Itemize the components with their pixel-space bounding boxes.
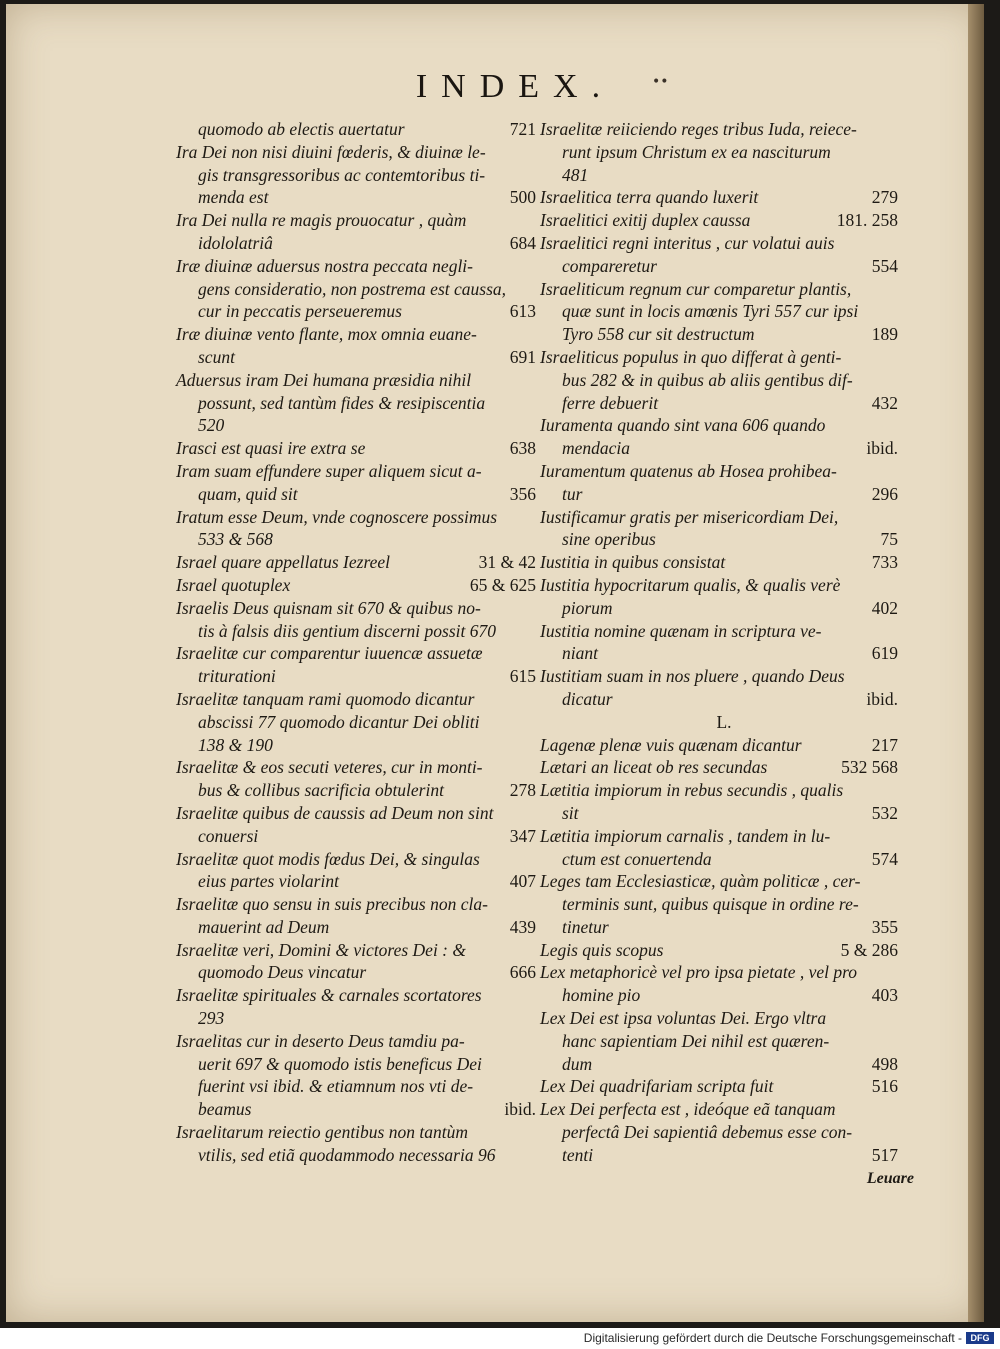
index-entry	[540, 870, 898, 938]
printer-mark: ••	[652, 74, 669, 90]
page-reference: 278	[509, 780, 536, 801]
entry-line	[176, 551, 536, 574]
page-title: INDEX.	[415, 68, 615, 105]
entry-line	[540, 278, 898, 301]
entry-line	[540, 939, 898, 962]
entry-line	[176, 1030, 536, 1053]
index-entry	[176, 141, 536, 209]
entry-line	[176, 186, 536, 209]
entry-line	[176, 734, 536, 757]
page-reference: 432	[871, 392, 898, 413]
entry-line	[176, 916, 536, 939]
entry-line	[176, 164, 536, 187]
entry-line	[540, 392, 898, 415]
page-reference: ibid.	[866, 688, 898, 709]
page-reference: 296	[871, 483, 898, 504]
page-reference: 517	[871, 1144, 898, 1165]
index-entry	[540, 209, 898, 232]
index-entry	[176, 209, 536, 255]
entry-text: 138 & 190	[198, 734, 273, 755]
entry-line	[176, 984, 536, 1007]
entry-text: tinetur	[562, 916, 609, 937]
entry-text: tenti	[562, 1144, 594, 1165]
entry-text: Israelitæ & eos secuti veteres, cur in monti-	[176, 757, 483, 778]
entry-line	[540, 1053, 898, 1076]
entry-text: ctum est conuertenda	[562, 848, 712, 869]
entry-text: quæ sunt in locis amœnis Tyri 557 cur ipsi	[562, 301, 859, 322]
entry-line	[540, 688, 898, 711]
entry-text: Israelitæ quibus de caussis ad Deum non sint	[176, 802, 494, 823]
entry-text: tur	[562, 483, 583, 504]
entry-line	[176, 779, 536, 802]
page-reference: 532 568	[841, 757, 898, 778]
entry-text: Tyro 558 cur sit destructum	[562, 324, 755, 345]
entry-text: Israelis Deus quisnam sit 670 & quibus no-	[176, 597, 481, 618]
entry-text: piorum	[562, 597, 613, 618]
entry-text: quomodo Deus vincatur	[198, 962, 367, 983]
index-entry	[540, 1098, 898, 1166]
entry-text: Legis quis scopus	[540, 939, 664, 960]
entry-text: Iram suam effundere super aliquem sicut a-	[176, 460, 482, 481]
entry-line	[540, 870, 898, 893]
entry-text: Israelitæ veri, Domini & victores Dei : &	[176, 939, 466, 960]
page-reference: 684	[509, 232, 536, 253]
entry-line	[176, 528, 536, 551]
entry-line	[176, 255, 536, 278]
entry-line	[540, 1030, 898, 1053]
entry-text: 520	[198, 415, 225, 436]
entry-line	[540, 528, 898, 551]
entry-line	[176, 118, 536, 141]
index-entry	[540, 186, 898, 209]
entry-text: Lagenæ plenæ vuis quænam dicantur	[540, 734, 802, 755]
entry-line	[540, 961, 898, 984]
entry-line	[176, 893, 536, 916]
entry-text: quam, quid sit	[198, 483, 298, 504]
entry-text: Iustitia nomine quænam in scriptura ve-	[540, 620, 822, 641]
page-reference: 516	[871, 1076, 898, 1097]
entry-text: Ira Dei nulla re magis prouocatur , quàm	[176, 210, 467, 231]
entry-text: mendacia	[562, 438, 631, 459]
funding-notice: Digitalisierung gefördert durch die Deutsche Forschungsgemeinschaft -	[583, 1331, 962, 1345]
entry-text: sit	[562, 802, 579, 823]
entry-line	[540, 620, 898, 643]
entry-line	[176, 711, 536, 734]
index-column-left	[176, 118, 536, 1167]
entry-line	[176, 802, 536, 825]
index-entry	[540, 825, 898, 871]
footer-bar	[0, 1328, 1000, 1349]
entry-text: Israeliticum regnum cur comparetur plantis,	[540, 278, 852, 299]
entry-line	[540, 756, 898, 779]
entry-line	[540, 437, 898, 460]
section-letter: L.	[716, 711, 732, 732]
entry-text: Lex Dei quadrifariam scripta fuit	[540, 1076, 774, 1097]
entry-text: Iratum esse Deum, vnde cognoscere possimus	[176, 506, 498, 527]
index-entry	[540, 118, 898, 186]
entry-line	[176, 369, 536, 392]
index-entry	[176, 1121, 536, 1167]
page-reference: 5 & 286	[840, 939, 898, 960]
index-entry	[176, 574, 536, 597]
entry-line	[176, 392, 536, 415]
entry-text: mauerint ad Deum	[198, 916, 330, 937]
entry-text: Lætari an liceat ob res secundas	[540, 757, 768, 778]
entry-line	[176, 1075, 536, 1098]
entry-line	[176, 756, 536, 779]
entry-line	[540, 848, 898, 871]
entry-text: Iræ diuinæ aduersus nostra peccata negli-	[176, 255, 473, 276]
entry-line	[176, 1144, 536, 1167]
book-spine-edge	[968, 4, 984, 1322]
entry-line	[176, 665, 536, 688]
entry-text: gens consideratio, non postrema est caussa,	[198, 278, 507, 299]
entry-text: Israelitici regni interitus , cur volatui auis	[540, 232, 835, 253]
entry-line	[540, 186, 898, 209]
entry-text: Israelitæ quot modis fœdus Dei, & singulas	[176, 848, 480, 869]
entry-line	[176, 300, 536, 323]
entry-text: Israel quotuplex	[176, 574, 291, 595]
entry-line	[540, 665, 898, 688]
entry-line	[540, 551, 898, 574]
entry-line	[176, 209, 536, 232]
entry-line	[540, 916, 898, 939]
index-entry	[540, 620, 898, 666]
page-reference: 217	[871, 734, 898, 755]
index-entry	[540, 551, 898, 574]
index-entry	[176, 255, 536, 323]
entry-text: terminis sunt, quibus quisque in ordine re-	[562, 894, 859, 915]
entry-text: Lex Dei est ipsa voluntas Dei. Ergo vltra	[540, 1008, 827, 1029]
entry-line	[540, 118, 898, 141]
index-entry	[176, 893, 536, 939]
entry-text: gis transgressoribus ac contemtoribus ti-	[198, 164, 486, 185]
index-entry	[176, 984, 536, 1030]
entry-line	[540, 141, 898, 164]
entry-text: 481	[562, 164, 589, 185]
entry-text: compareretur	[562, 255, 657, 276]
entry-text: vtilis, sed etiã quodammodo necessaria 96	[198, 1144, 496, 1165]
entry-text: Irasci est quasi ire extra se	[176, 438, 366, 459]
entry-text: Lex Dei perfecta est , ideóque eã tanquam	[540, 1099, 836, 1120]
page-reference: 31 & 42	[478, 552, 536, 573]
entry-text: Israelitarum reiectio gentibus non tantùm	[176, 1122, 468, 1143]
index-entry	[540, 1007, 898, 1075]
entry-line	[176, 278, 536, 301]
entry-line	[540, 1098, 898, 1121]
page-reference: 439	[509, 916, 536, 937]
page-reference: 532	[871, 802, 898, 823]
entry-text: Iustificamur gratis per misericordiam Dei,	[540, 506, 839, 527]
index-entry	[176, 460, 536, 506]
index-entry	[540, 779, 898, 825]
entry-line	[540, 1121, 898, 1144]
page-reference: 638	[509, 438, 536, 459]
entry-text: abscissi 77 quomodo dicantur Dei obliti	[198, 711, 480, 732]
page-reference: 355	[871, 916, 898, 937]
entry-text: Israel quare appellatus Iezreel	[176, 552, 391, 573]
page-reference: 181. 258	[836, 210, 898, 231]
entry-line	[540, 346, 898, 369]
page-reference: 615	[509, 666, 536, 687]
entry-line	[176, 483, 536, 506]
entry-line	[176, 460, 536, 483]
page-reference: 613	[509, 301, 536, 322]
page-reference: 75	[880, 529, 898, 550]
page-reference: 65 & 625	[469, 574, 536, 595]
page-reference: 189	[871, 324, 898, 345]
entry-text: triturationi	[198, 666, 276, 687]
entry-text: possunt, sed tantùm fides & resipiscentia	[198, 392, 486, 413]
entry-line	[176, 688, 536, 711]
entry-text: fuerint vsi ibid. & etiamnum nos vti de-	[198, 1076, 474, 1097]
entry-text: eius partes violarint	[198, 871, 339, 892]
index-entry	[540, 414, 898, 460]
entry-line	[540, 209, 898, 232]
index-entry	[176, 437, 536, 460]
entry-text: Iuramenta quando sint vana 606 quando	[540, 415, 826, 436]
entry-line	[540, 164, 898, 187]
entry-line	[540, 734, 898, 757]
entry-line	[176, 506, 536, 529]
entry-text: menda est	[198, 187, 269, 208]
entry-line	[176, 437, 536, 460]
entry-text: Israelitæ tanquam rami quomodo dicantur	[176, 688, 475, 709]
page-reference: 498	[871, 1053, 898, 1074]
page-reference: ibid.	[504, 1099, 536, 1120]
index-entry	[540, 278, 898, 346]
index-entry	[540, 961, 898, 1007]
entry-line	[176, 1121, 536, 1144]
entry-line	[176, 414, 536, 437]
entry-line	[176, 961, 536, 984]
entry-line	[540, 1075, 898, 1098]
entry-text: 533 & 568	[198, 529, 273, 550]
index-entry	[176, 597, 536, 643]
entry-text: 293	[198, 1008, 225, 1029]
entry-text: conuersi	[198, 825, 259, 846]
entry-line	[176, 232, 536, 255]
entry-line	[540, 255, 898, 278]
entry-line	[176, 1007, 536, 1030]
entry-line	[176, 597, 536, 620]
index-entry	[540, 939, 898, 962]
entry-text: quomodo ab electis auertatur	[198, 119, 405, 139]
entry-line	[540, 574, 898, 597]
entry-text: Israelitæ spirituales & carnales scortatores	[176, 985, 482, 1006]
index-entry	[176, 118, 536, 141]
index-entry	[176, 688, 536, 756]
index-entry	[176, 848, 536, 894]
index-entry	[540, 460, 898, 506]
entry-text: Lætitia impiorum in rebus secundis , qualis	[540, 780, 844, 801]
entry-text: uerit 697 & quomodo istis beneficus Dei	[198, 1053, 482, 1074]
entry-line	[176, 323, 536, 346]
page-reference: 407	[509, 871, 536, 892]
index-entry	[540, 574, 898, 620]
entry-line	[540, 1007, 898, 1030]
page-reference: 356	[509, 483, 536, 504]
entry-text: hanc sapientiam Dei nihil est quæren-	[562, 1030, 830, 1051]
entry-text: Ira Dei non nisi diuini fœderis, & diuinæ le-	[176, 141, 486, 162]
entry-text: homine pio	[562, 985, 641, 1006]
entry-line	[540, 414, 898, 437]
index-entry	[176, 506, 536, 552]
index-entry	[540, 346, 898, 414]
index-entry	[540, 232, 898, 278]
entry-line	[540, 460, 898, 483]
entry-line	[540, 984, 898, 1007]
entry-text: Israelitæ reiiciendo reges tribus Iuda, reiece-	[540, 119, 857, 139]
index-entry	[176, 369, 536, 437]
entry-line	[176, 346, 536, 369]
entry-line	[540, 323, 898, 346]
entry-text: Israelitica terra quando luxerit	[540, 187, 759, 208]
index-entry	[176, 802, 536, 848]
page-reference: 279	[871, 187, 898, 208]
entry-text: Iustitia hypocritarum qualis, & qualis verè	[540, 574, 841, 595]
entry-line	[540, 779, 898, 802]
index-entry	[176, 939, 536, 985]
page-reference: ibid.	[866, 438, 898, 459]
entry-text: bus & collibus sacrificia obtulerint	[198, 780, 444, 801]
entry-line	[540, 232, 898, 255]
index-entry	[540, 756, 898, 779]
entry-text: runt ipsum Christum ex ea nasciturum	[562, 141, 831, 162]
page-reference: 619	[871, 643, 898, 664]
index-entry	[176, 323, 536, 369]
page-reference: 574	[871, 848, 898, 869]
entry-text: Israelitici exitij duplex caussa	[540, 210, 751, 231]
entry-text: Iuramentum quatenus ab Hosea prohibea-	[540, 460, 837, 481]
index-entry	[540, 665, 898, 711]
entry-line	[540, 893, 898, 916]
entry-text: beamus	[198, 1099, 252, 1120]
entry-text: tis à falsis diis gentium discerni possit 670	[198, 620, 497, 641]
entry-text: bus 282 & in quibus ab aliis gentibus dif-	[562, 369, 853, 390]
entry-line	[540, 642, 898, 665]
entry-text: dicatur	[562, 688, 613, 709]
entry-line	[176, 825, 536, 848]
entry-line	[540, 825, 898, 848]
entry-text: Leges tam Ecclesiasticæ, quàm politicæ , cer-	[540, 871, 861, 892]
page-reference: 691	[509, 346, 536, 367]
entry-line	[540, 300, 898, 323]
entry-text: cur in peccatis perseueremus	[198, 301, 402, 322]
entry-text: niant	[562, 643, 598, 664]
entry-text: sine operibus	[562, 529, 656, 550]
entry-text: Israelitæ cur comparentur iuuencæ assuetæ	[176, 643, 483, 664]
index-entry	[176, 1030, 536, 1121]
index-entry	[176, 642, 536, 688]
entry-line	[176, 642, 536, 665]
entry-text: Iustitia in quibus consistat	[540, 552, 726, 573]
entry-text: Israeliticus populus in quo differat à genti-	[540, 346, 842, 367]
page-reference: 403	[871, 985, 898, 1006]
entry-line	[540, 597, 898, 620]
entry-line	[176, 574, 536, 597]
dfg-logo: DFG	[966, 1332, 994, 1344]
entry-text: ferre debuerit	[562, 392, 659, 413]
entry-text: perfectâ Dei sapientiâ debemus esse con-	[562, 1122, 853, 1143]
entry-line	[540, 1144, 898, 1167]
entry-text: Israelitas cur in deserto Deus tamdiu pa-	[176, 1030, 465, 1051]
entry-line	[176, 939, 536, 962]
entry-line	[540, 369, 898, 392]
entry-line	[176, 1053, 536, 1076]
entry-text: Iustitiam suam in nos pluere , quando Deus	[540, 666, 845, 687]
entry-line	[176, 620, 536, 643]
index-column-right	[540, 118, 898, 1167]
entry-line	[176, 141, 536, 164]
catchword: Leuare	[866, 1170, 914, 1187]
entry-line	[540, 506, 898, 529]
page-reference: 666	[509, 962, 536, 983]
entry-line	[540, 802, 898, 825]
page-reference: 500	[509, 187, 536, 208]
entry-text: idololatriâ	[198, 232, 273, 253]
entry-text: Lætitia impiorum carnalis , tandem in lu-	[540, 825, 831, 846]
entry-text: Lex metaphoricè vel pro ipsa pietate , vel pro	[540, 962, 858, 983]
entry-text: Israelitæ quo sensu in suis precibus non cla-	[176, 894, 488, 915]
index-entry	[540, 734, 898, 757]
entry-line	[176, 848, 536, 871]
page-reference: 402	[871, 597, 898, 618]
entry-text: dum	[562, 1053, 593, 1074]
entry-line	[176, 870, 536, 893]
entry-text: scunt	[198, 346, 235, 367]
index-entry	[176, 756, 536, 802]
page-reference: 721	[509, 119, 536, 139]
entry-line	[540, 483, 898, 506]
page-reference: 347	[509, 825, 536, 846]
entry-line	[176, 1098, 536, 1121]
entry-text: Aduersus iram Dei humana præsidia nihil	[176, 369, 472, 390]
index-entry	[540, 1075, 898, 1098]
index-entry	[540, 506, 898, 552]
page-reference: 554	[871, 255, 898, 276]
page-reference: 733	[871, 552, 898, 573]
index-entry	[176, 551, 536, 574]
entry-text: Iræ diuinæ vento flante, mox omnia euane-	[176, 324, 477, 345]
